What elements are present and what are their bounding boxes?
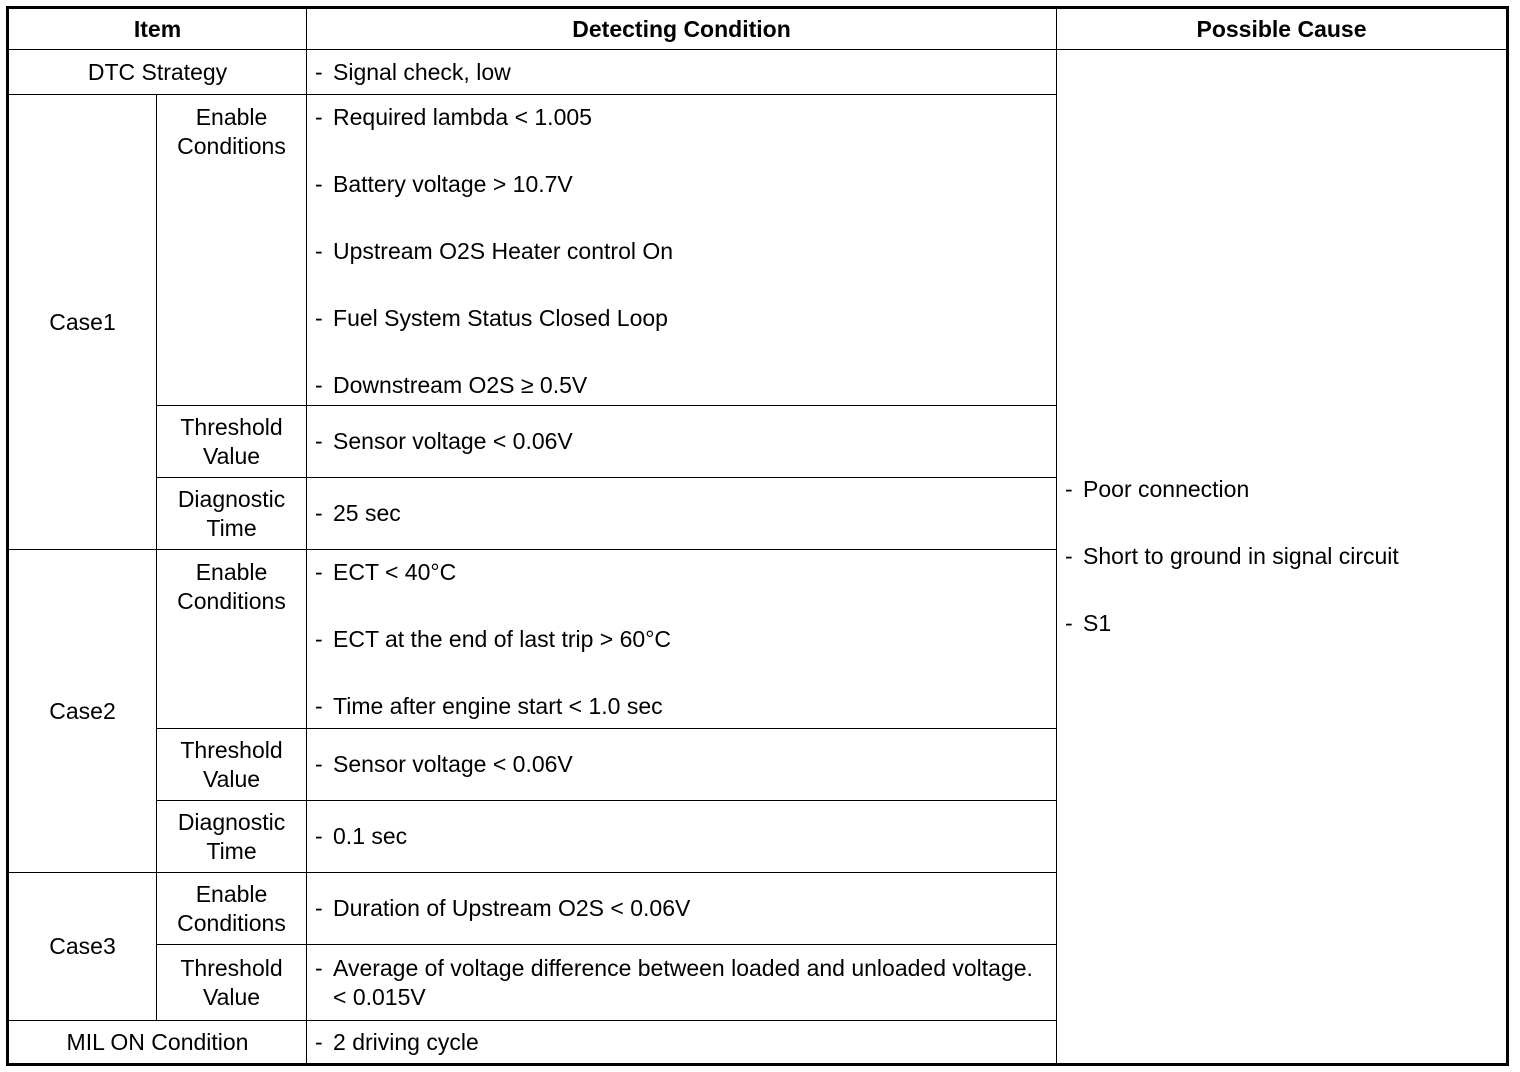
case1-threshold-value: - Sensor voltage < 0.06V xyxy=(307,406,1057,478)
case2-enable-conditions xyxy=(307,550,1057,729)
case3-enable-conditions: - Duration of Upstream O2S < 0.06V xyxy=(307,873,1057,945)
case1-threshold-label: Threshold Value xyxy=(157,406,307,478)
case2-threshold-value: - Sensor voltage < 0.06V xyxy=(307,729,1057,801)
condition-item: - Fuel System Status Closed Loop xyxy=(315,305,668,331)
case3-threshold-label: Threshold Value xyxy=(157,945,307,1021)
case1-diagnostic-time: - 25 sec xyxy=(307,478,1057,550)
condition-item: - Time after engine start < 1.0 sec xyxy=(315,693,663,719)
dtc-strategy-value: - Signal check, low xyxy=(307,50,1057,95)
dtc-strategy-row xyxy=(8,50,1508,95)
cause-item: - Short to ground in signal circuit xyxy=(1065,543,1399,569)
case3-label: Case3 xyxy=(8,873,157,1021)
mil-value: - 2 driving cycle xyxy=(307,1021,1057,1065)
case2-threshold-label: Threshold Value xyxy=(157,729,307,801)
condition-item: - Battery voltage > 10.7V xyxy=(315,171,573,197)
case3-enable-label: Enable Conditions xyxy=(157,873,307,945)
possible-cause-cell xyxy=(1057,50,1508,1065)
mil-label: MIL ON Condition xyxy=(8,1021,307,1065)
case1-enable-conditions xyxy=(307,95,1057,406)
header-detecting-condition: Detecting Condition xyxy=(307,8,1057,50)
cause-item: - S1 xyxy=(1065,610,1112,636)
case1-diagnostic-label: Diagnostic Time xyxy=(157,478,307,550)
header-item: Item xyxy=(8,8,307,50)
case2-label: Case2 xyxy=(8,550,157,873)
case1-enable-label: Enable Conditions xyxy=(157,95,307,406)
case2-diagnostic-time: - 0.1 sec xyxy=(307,801,1057,873)
condition-item: - ECT < 40°C xyxy=(315,559,457,585)
condition-item: - Upstream O2S Heater control On xyxy=(315,238,674,264)
cause-item: - Poor connection xyxy=(1065,476,1250,502)
case2-diagnostic-label: Diagnostic Time xyxy=(157,801,307,873)
condition-item: - Required lambda < 1.005 xyxy=(315,104,592,130)
header-row xyxy=(8,8,1508,50)
case2-enable-label: Enable Conditions xyxy=(157,550,307,729)
case1-label: Case1 xyxy=(8,95,157,550)
condition-item: - ECT at the end of last trip > 60°C xyxy=(315,626,671,652)
header-possible-cause: Possible Cause xyxy=(1057,8,1508,50)
dtc-table xyxy=(6,6,1509,1066)
dtc-strategy-label: DTC Strategy xyxy=(8,50,307,95)
condition-item: - Downstream O2S ≥ 0.5V xyxy=(315,372,588,398)
case3-threshold-value: - Average of voltage difference between loaded and unloaded voltage. < 0.015V xyxy=(307,945,1057,1021)
